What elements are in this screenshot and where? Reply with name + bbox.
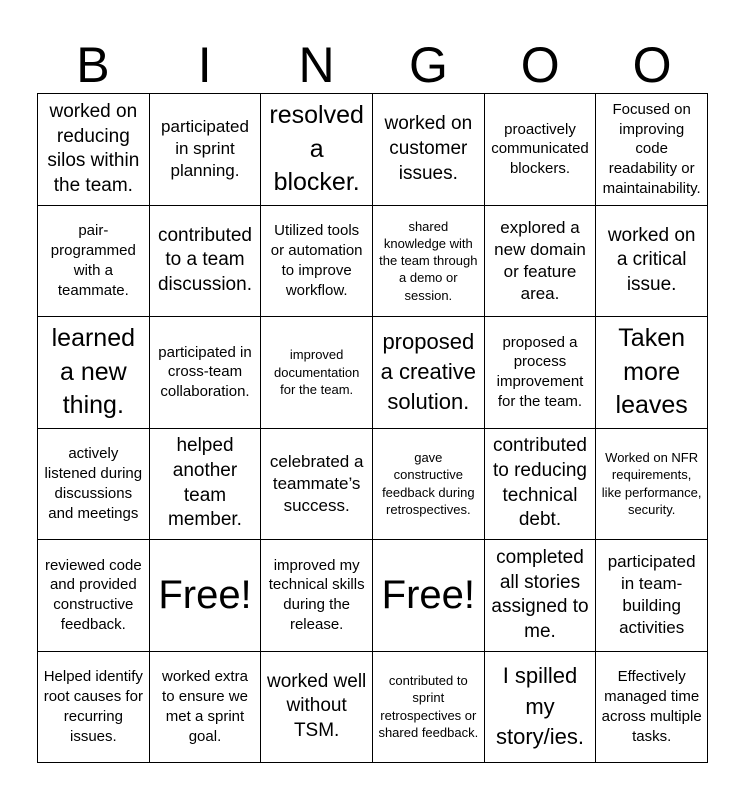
bingo-cell[interactable]: [373, 206, 485, 318]
cell-text: participated in cross-team collaboration.: [158, 343, 252, 401]
bingo-cell[interactable]: [373, 429, 485, 541]
header-letter-n: N: [298, 37, 335, 93]
free-cell[interactable]: [150, 540, 262, 652]
bingo-cell[interactable]: [596, 317, 708, 429]
bingo-cell[interactable]: [150, 317, 262, 429]
cell-text: learned a new thing.: [51, 324, 136, 419]
cell-text: proposed a process improvement for the team.: [496, 333, 584, 411]
cell-text: Focused on improving code readability or maintainability.: [602, 100, 701, 197]
cell-text: Worked on NFR requirements, like performance, security.: [601, 450, 702, 518]
cell-text: celebrated a teammate’s success.: [269, 451, 364, 515]
bingo-cell[interactable]: [596, 94, 708, 206]
bingo-cell[interactable]: [261, 206, 373, 318]
bingo-cell[interactable]: [38, 206, 150, 318]
bingo-cell[interactable]: [261, 652, 373, 764]
cell-text: Taken more leaves: [615, 324, 688, 419]
cell-text: pair-programmed with a teammate.: [50, 222, 136, 299]
cell-text: completed all stories assigned to me.: [491, 546, 589, 642]
cell-text: worked on customer issues.: [384, 113, 473, 184]
cell-text: shared knowledge with the team through a demo or session.: [379, 218, 478, 303]
cell-text: actively listened during discussions and meetings: [44, 445, 143, 522]
bingo-cell[interactable]: [373, 94, 485, 206]
bingo-cell[interactable]: [485, 94, 597, 206]
bingo-cell[interactable]: [38, 429, 150, 541]
cell-text: worked extra to ensure we met a sprint goal.: [162, 668, 248, 745]
cell-text: proposed a creative solution.: [380, 328, 477, 415]
cell-text: worked well without TSM.: [267, 670, 367, 742]
bingo-cell[interactable]: [485, 317, 597, 429]
header-letter-g: G: [408, 37, 448, 93]
bingo-cell[interactable]: [150, 94, 262, 206]
bingo-cell[interactable]: [373, 317, 485, 429]
header-letter-o-2: O: [632, 37, 672, 93]
bingo-cell[interactable]: [150, 652, 262, 764]
bingo-cell[interactable]: [596, 540, 708, 652]
cell-text: reviewed code and provided constructive feedback.: [44, 556, 142, 634]
bingo-cell[interactable]: [38, 94, 150, 206]
bingo-cell[interactable]: [261, 317, 373, 429]
free-cell[interactable]: [373, 540, 485, 652]
header-letter-o: O: [520, 37, 560, 93]
bingo-cell[interactable]: [38, 317, 150, 429]
header-letter-i: I: [197, 37, 212, 93]
cell-text: participated in sprint planning.: [161, 117, 249, 181]
bingo-cell[interactable]: [150, 206, 262, 318]
bingo-board: [37, 93, 708, 763]
bingo-cell[interactable]: [373, 652, 485, 764]
free-label: Free!: [158, 573, 252, 618]
bingo-cell[interactable]: [261, 540, 373, 652]
bingo-header: [37, 36, 708, 94]
bingo-cell[interactable]: [150, 429, 262, 541]
bingo-cell[interactable]: [38, 540, 150, 652]
cell-text: contributed to reducing technical debt.: [492, 435, 587, 531]
cell-text: Helped identify root causes for recurring issues.: [43, 668, 143, 745]
cell-text: I spilled my story/ies.: [495, 663, 584, 749]
cell-text: participated in team-building activities: [607, 552, 696, 638]
bingo-cell[interactable]: [596, 429, 708, 541]
bingo-cell[interactable]: [38, 652, 150, 764]
bingo-cell[interactable]: [596, 652, 708, 764]
cell-text: improved documentation for the team.: [274, 347, 360, 397]
cell-text: contributed to sprint retrospectives or shared feedback.: [378, 673, 479, 741]
bingo-cell[interactable]: [485, 206, 597, 318]
cell-text: gave constructive feedback during retrospectives.: [382, 450, 475, 518]
cell-text: Utilized tools or automation to improve workflow.: [270, 222, 363, 299]
bingo-cell[interactable]: [261, 429, 373, 541]
cell-text: helped another team member.: [168, 435, 242, 531]
cell-text: worked on reducing silos within the team.: [47, 100, 140, 196]
cell-text: worked on a critical issue.: [607, 224, 696, 296]
free-label: Free!: [381, 573, 475, 618]
bingo-cell[interactable]: [485, 652, 597, 764]
bingo-cell[interactable]: [485, 540, 597, 652]
bingo-cell[interactable]: [596, 206, 708, 318]
bingo-cell[interactable]: [261, 94, 373, 206]
cell-text: resolved a blocker.: [269, 101, 364, 196]
bingo-cell[interactable]: [485, 429, 597, 541]
cell-text: proactively communicated blockers.: [491, 120, 589, 178]
cell-text: contributed to a team discussion.: [157, 224, 252, 296]
cell-text: improved my technical skills during the release.: [268, 556, 365, 634]
cell-text: Effectively managed time across multiple tasks.: [601, 668, 702, 745]
cell-text: explored a new domain or feature area.: [494, 217, 586, 303]
header-letter-b: B: [76, 37, 110, 93]
